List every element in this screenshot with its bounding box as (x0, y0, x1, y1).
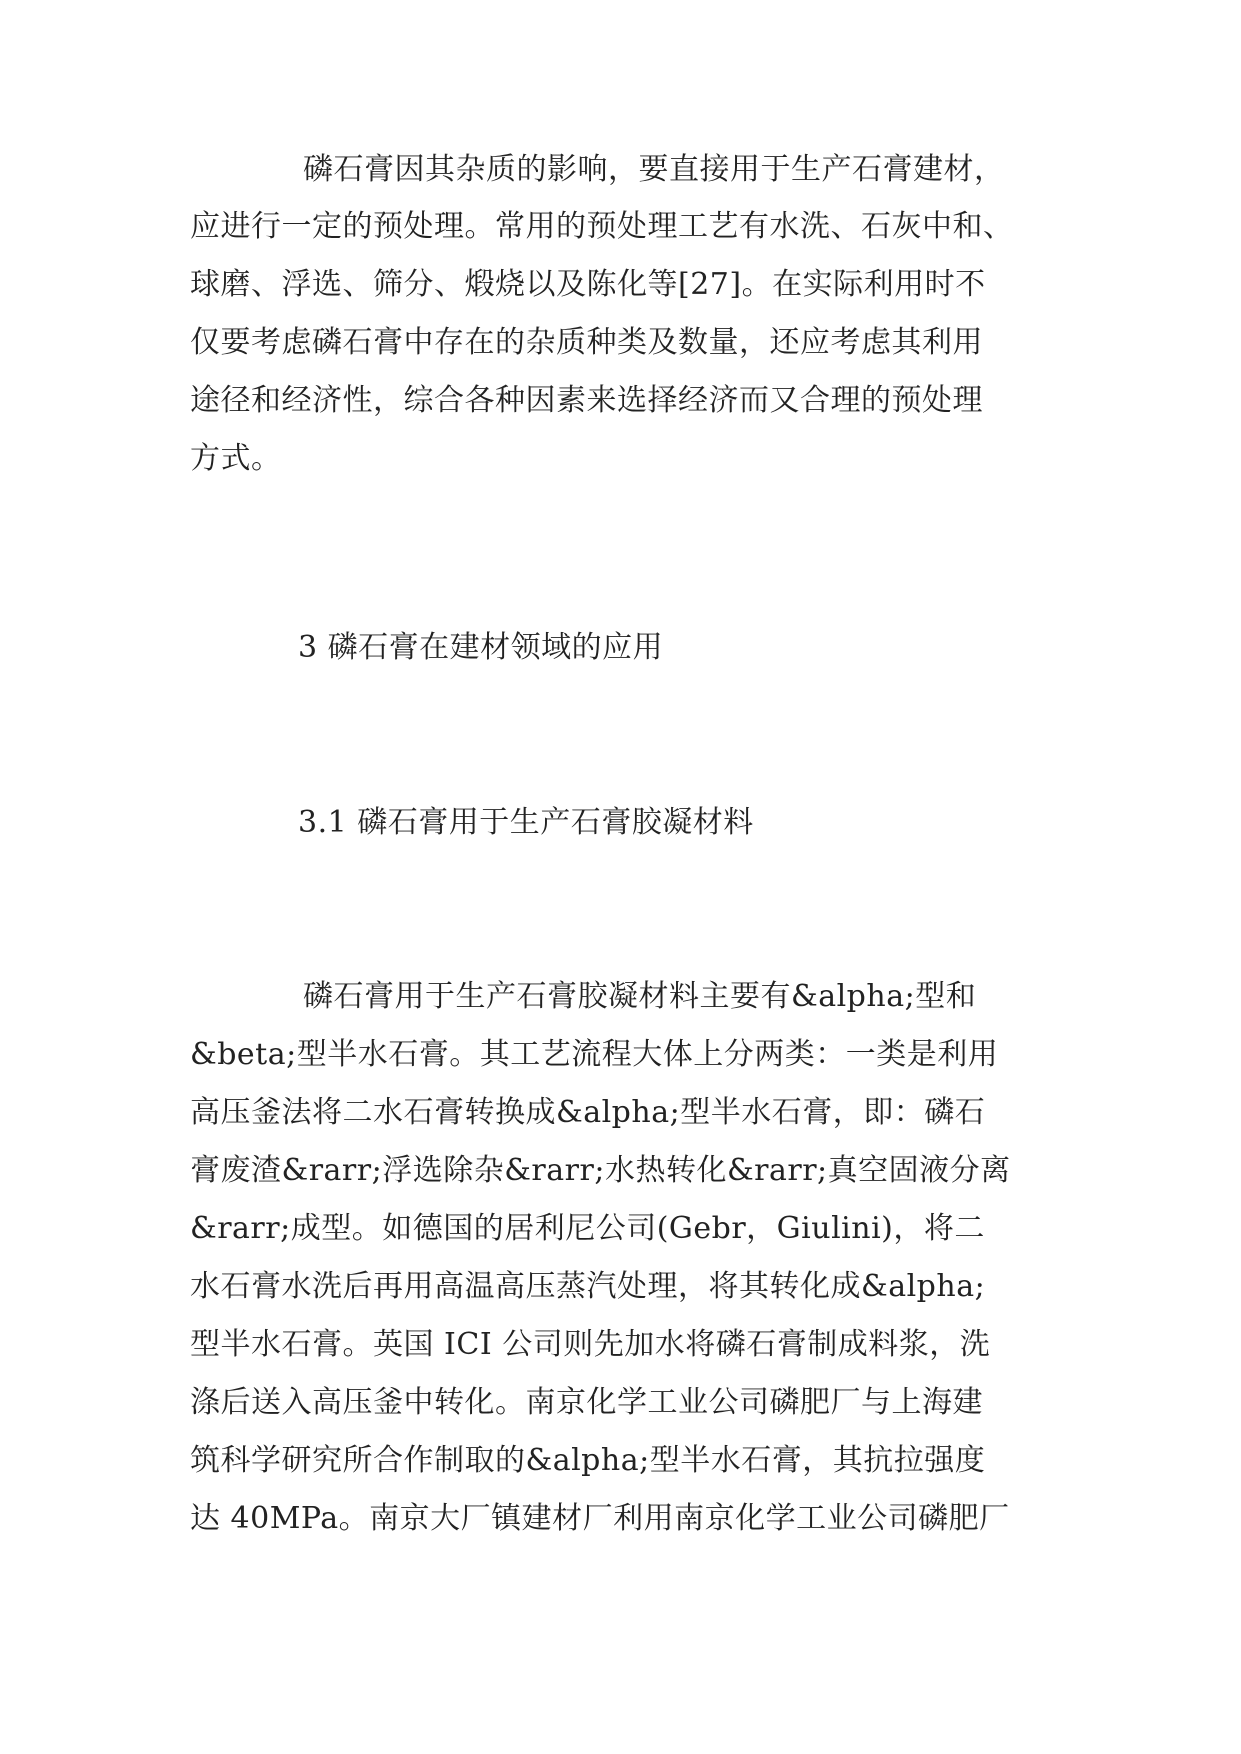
paragraph-line: 磷石膏用于生产石膏胶凝材料主要有&alpha;型和 (303, 979, 977, 1014)
paragraph-line: 膏废渣&rarr;浮选除杂&rarr;水热转化&rarr;真空固液分离 (190, 1153, 1011, 1188)
paragraph-line: 涤后送入高压釜中转化。南京化学工业公司磷肥厂与上海建 (190, 1385, 983, 1420)
paragraph-line: 达 40MPa。南京大厂镇建材厂利用南京化学工业公司磷肥厂 (190, 1501, 1010, 1536)
paragraph-line: 方式。 (190, 441, 282, 476)
subsection-heading: 3.1 磷石膏用于生产石膏胶凝材料 (298, 805, 754, 840)
paragraph-line: 磷石膏因其杂质的影响，要直接用于生产石膏建材， (303, 152, 1005, 187)
section-heading: 3 磷石膏在建材领域的应用 (298, 630, 664, 665)
paragraph-line: 型半水石膏。英国 ICI 公司则先加水将磷石膏制成料浆，洗 (190, 1327, 991, 1362)
paragraph-line: 应进行一定的预处理。常用的预处理工艺有水洗、石灰中和、 (190, 209, 1014, 244)
paragraph-line: &beta;型半水石膏。其工艺流程大体上分两类：一类是利用 (190, 1037, 999, 1072)
paragraph-line: 途径和经济性，综合各种因素来选择经济而又合理的预处理 (190, 383, 983, 418)
paragraph-line: &rarr;成型。如德国的居利尼公司(Gebr，Giulini)，将二 (190, 1211, 985, 1246)
paragraph-line: 仅要考虑磷石膏中存在的杂质种类及数量，还应考虑其利用 (190, 325, 983, 360)
paragraph-line: 球磨、浮选、筛分、煅烧以及陈化等[27]。在实际利用时不 (190, 267, 986, 302)
paragraph-line: 筑科学研究所合作制取的&alpha;型半水石膏，其抗拉强度 (190, 1443, 986, 1478)
paragraph-line: 水石膏水洗后再用高温高压蒸汽处理，将其转化成&alpha; (190, 1269, 986, 1304)
paragraph-line: 高压釜法将二水石膏转换成&alpha;型半水石膏，即：磷石 (190, 1095, 986, 1130)
